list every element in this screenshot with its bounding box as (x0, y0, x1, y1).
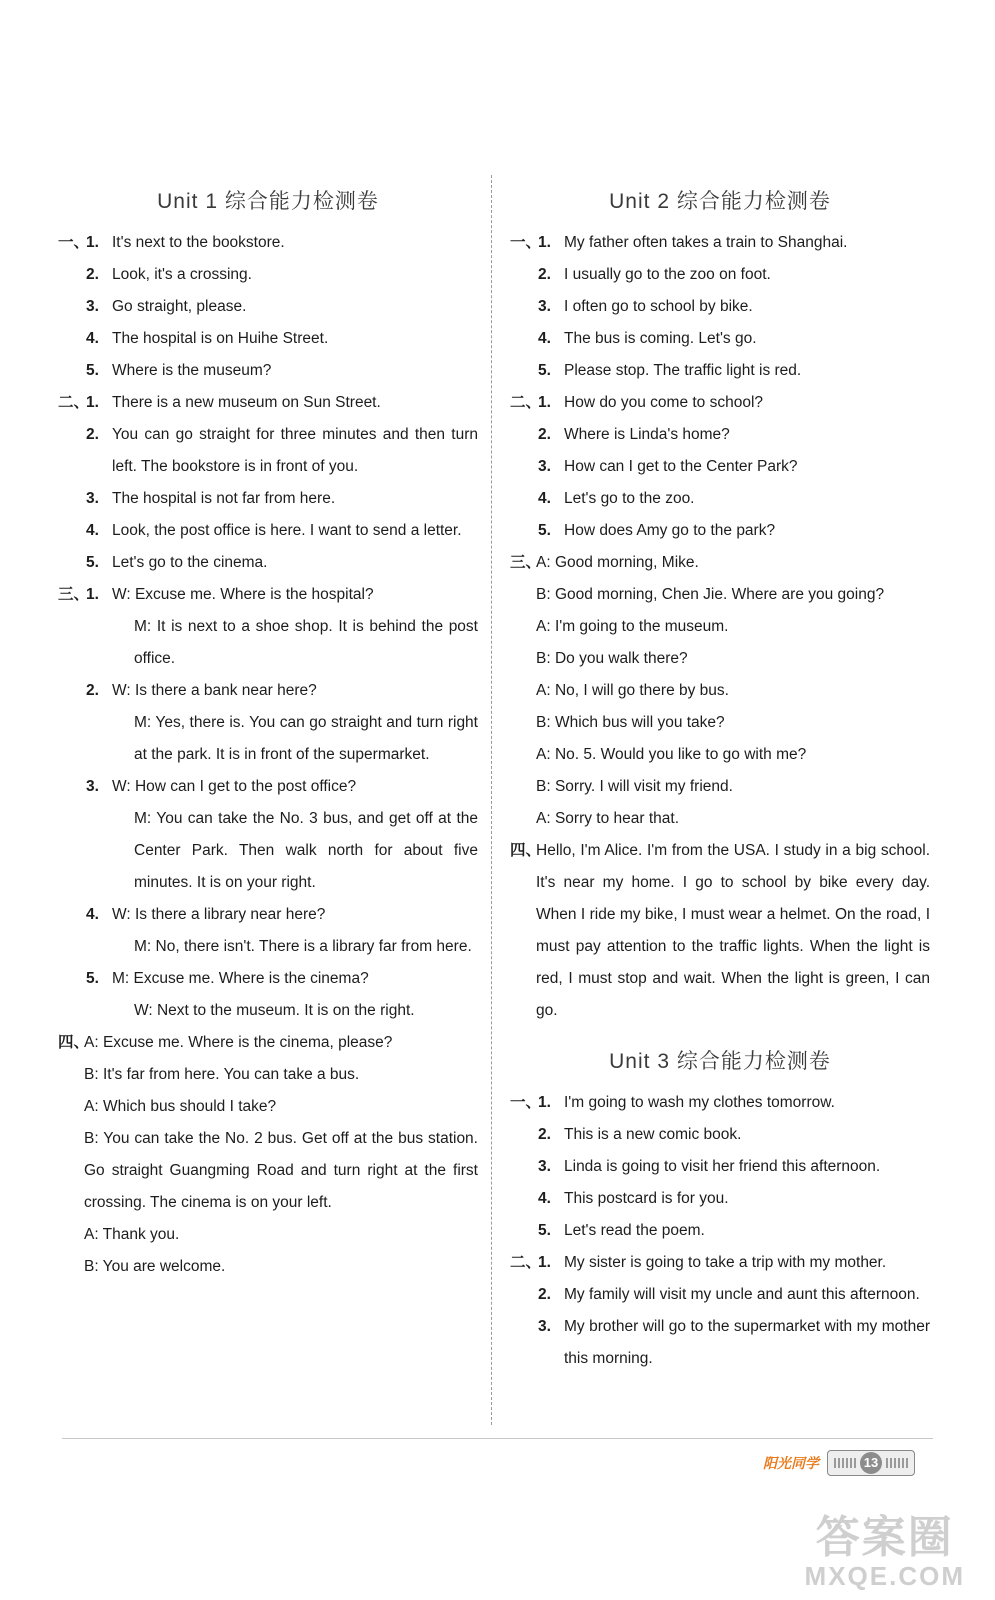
answer-text: Let's go to the cinema. (112, 554, 268, 571)
item-number: 2. (86, 426, 99, 443)
answer-line (58, 515, 478, 547)
page-badge (827, 1450, 915, 1476)
answer-text: B: Do you walk there? (536, 650, 688, 667)
answer-line (58, 995, 478, 1027)
answer-line (510, 771, 930, 803)
item-number: 2. (538, 266, 551, 283)
section-marker: 三、 (58, 586, 90, 603)
answer-text: B: Which bus will you take? (536, 714, 725, 731)
watermark-url: MXQE.COM (804, 1561, 965, 1591)
item-number: 3. (538, 298, 551, 315)
item-number: 3. (86, 298, 99, 315)
item-number: 4. (86, 906, 99, 923)
unit-1-title: Unit 1 综合能力检测卷 (157, 190, 379, 213)
answer-text: This is a new comic book. (564, 1126, 742, 1143)
section-marker: 三、 (510, 554, 542, 571)
answer-line (510, 1247, 930, 1279)
answer-text: There is a new museum on Sun Street. (112, 394, 381, 411)
answer-line (510, 387, 930, 419)
section-marker: 四、 (510, 842, 542, 859)
answer-line (510, 259, 930, 291)
item-number: 5. (538, 1222, 551, 1239)
answer-text: My brother will go to the supermarket with my mother this morning. (564, 1318, 930, 1367)
unit-2-title: Unit 2 综合能力检测卷 (609, 190, 831, 213)
item-number: 3. (538, 458, 551, 475)
item-number: 5. (86, 554, 99, 571)
answer-text: A: No, I will go there by bus. (536, 682, 729, 699)
section-marker: 二、 (510, 1254, 542, 1271)
item-number: 5. (86, 362, 99, 379)
answer-line (510, 1215, 930, 1247)
item-number: 2. (86, 266, 99, 283)
answer-line (510, 803, 930, 835)
answer-text: W: Next to the museum. It is on the right. (134, 1002, 415, 1019)
answer-text: W: Excuse me. Where is the hospital? (112, 586, 374, 603)
answer-line (510, 323, 930, 355)
right-column (510, 185, 930, 1375)
page-number: 13 (860, 1452, 882, 1474)
item-number: 1. (538, 1254, 551, 1271)
answer-text: It's next to the bookstore. (112, 234, 285, 251)
answer-text: My family will visit my uncle and aunt this afternoon. (564, 1286, 920, 1303)
answer-text: B: You can take the No. 2 bus. Get off at the bus station. Go straight Guangming Road and turn right at the first crossing. The cinema is on your left. (84, 1130, 478, 1211)
unit-1-answers (58, 227, 478, 1283)
decor-bar-icon (886, 1458, 908, 1468)
page-footer (763, 1450, 915, 1476)
answer-text: I'm going to wash my clothes tomorrow. (564, 1094, 835, 1111)
answer-text: B: You are welcome. (84, 1258, 226, 1275)
answer-text: Let's go to the zoo. (564, 490, 695, 507)
answer-line (510, 483, 930, 515)
item-number: 1. (86, 394, 99, 411)
answer-text: Look, it's a crossing. (112, 266, 252, 283)
item-number: 1. (538, 234, 551, 251)
item-number: 1. (538, 394, 551, 411)
answer-line (510, 611, 930, 643)
item-number: 2. (538, 426, 551, 443)
item-number: 5. (86, 970, 99, 987)
item-number: 5. (538, 362, 551, 379)
answer-text: The bus is coming. Let's go. (564, 330, 757, 347)
answer-text: W: Is there a library near here? (112, 906, 326, 923)
item-number: 5. (538, 522, 551, 539)
answer-text: I often go to school by bike. (564, 298, 753, 315)
answer-text: How does Amy go to the park? (564, 522, 776, 539)
left-column (58, 185, 478, 1283)
answer-line (58, 547, 478, 579)
item-number: 1. (538, 1094, 551, 1111)
answer-text: B: Good morning, Chen Jie. Where are you going? (536, 586, 885, 603)
answer-line (510, 291, 930, 323)
answer-text: M: You can take the No. 3 bus, and get off at the Center Park. Then walk north for about five minutes. It is on your right. (134, 810, 478, 891)
answer-text: This postcard is for you. (564, 1190, 729, 1207)
item-number: 3. (538, 1318, 551, 1335)
answer-text: A: Sorry to hear that. (536, 810, 680, 827)
answer-line (58, 1091, 478, 1123)
answer-text: Where is the museum? (112, 362, 272, 379)
section-marker: 二、 (58, 394, 90, 411)
answer-text: Please stop. The traffic light is red. (564, 362, 802, 379)
answer-line (510, 1087, 930, 1119)
column-divider (491, 175, 492, 1425)
answer-line (510, 739, 930, 771)
item-number: 1. (86, 586, 99, 603)
answer-text: Linda is going to visit her friend this afternoon. (564, 1158, 881, 1175)
answer-line (58, 963, 478, 995)
answer-line (58, 1251, 478, 1283)
answer-text: Go straight, please. (112, 298, 247, 315)
answer-text: The hospital is on Huihe Street. (112, 330, 329, 347)
answer-text: W: How can I get to the post office? (112, 778, 357, 795)
answer-line (510, 355, 930, 387)
answer-text: A: Which bus should I take? (84, 1098, 277, 1115)
answer-line (58, 227, 478, 259)
answer-line (510, 419, 930, 451)
item-number: 4. (538, 1190, 551, 1207)
answer-line (510, 835, 930, 1027)
answer-text: M: No, there isn't. There is a library far from here. (134, 938, 472, 955)
section-marker: 一、 (510, 234, 542, 251)
answer-line (510, 1119, 930, 1151)
item-number: 2. (538, 1126, 551, 1143)
item-number: 4. (86, 330, 99, 347)
item-number: 2. (538, 1286, 551, 1303)
answer-line (58, 803, 478, 899)
answer-line (510, 643, 930, 675)
answer-line (58, 483, 478, 515)
answer-line (510, 515, 930, 547)
answer-line (58, 419, 478, 483)
answer-line (58, 611, 478, 675)
answer-line (510, 547, 930, 579)
answer-line (58, 1059, 478, 1091)
answer-line (58, 707, 478, 771)
answer-line (510, 675, 930, 707)
answer-text: How can I get to the Center Park? (564, 458, 798, 475)
item-number: 1. (86, 234, 99, 251)
item-number: 2. (86, 682, 99, 699)
item-number: 3. (86, 778, 99, 795)
answer-text: W: Is there a bank near here? (112, 682, 317, 699)
answer-line (58, 931, 478, 963)
watermark (805, 1514, 965, 1590)
answer-line (58, 899, 478, 931)
answer-text: A: No. 5. Would you like to go with me? (536, 746, 807, 763)
decor-bar-icon (834, 1458, 856, 1468)
answer-line (58, 323, 478, 355)
answer-text: Hello, I'm Alice. I'm from the USA. I study in a big school. It's near my home. I go to school by bike every day. When I ride my bike, I must wear a helmet. On the road, I must pay attention to the traffic lights. When the light is red, I must stop and wait. When the light is green, I can go. (536, 842, 930, 1019)
answer-text: M: Excuse me. Where is the cinema? (112, 970, 369, 987)
section-marker: 一、 (58, 234, 90, 251)
answer-text: My father often takes a train to Shanghai. (564, 234, 848, 251)
answer-text: The hospital is not far from here. (112, 490, 336, 507)
watermark-logo: 答案圈 (815, 1513, 954, 1562)
item-number: 4. (538, 490, 551, 507)
answer-line (58, 291, 478, 323)
item-number: 4. (538, 330, 551, 347)
answer-line (58, 675, 478, 707)
section-marker: 一、 (510, 1094, 542, 1111)
answer-line (58, 387, 478, 419)
answer-line (58, 579, 478, 611)
answer-line (58, 259, 478, 291)
answer-line (510, 579, 930, 611)
answer-text: Where is Linda's home? (564, 426, 730, 443)
unit-2-answers (510, 227, 930, 1027)
item-number: 3. (538, 1158, 551, 1175)
answer-text: My sister is going to take a trip with my mother. (564, 1254, 887, 1271)
answer-line (510, 707, 930, 739)
answer-line (58, 1123, 478, 1219)
answer-line (58, 355, 478, 387)
answer-line (510, 1183, 930, 1215)
answer-text: Look, the post office is here. I want to send a letter. (112, 522, 462, 539)
unit-3-answers (510, 1087, 930, 1375)
answer-text: M: Yes, there is. You can go straight and turn right at the park. It is in front of the supermarket. (134, 714, 478, 763)
answer-text: B: It's far from here. You can take a bus. (84, 1066, 360, 1083)
section-marker: 四、 (58, 1034, 90, 1051)
answer-text: B: Sorry. I will visit my friend. (536, 778, 733, 795)
answer-text: A: Good morning, Mike. (536, 554, 699, 571)
answer-line (58, 771, 478, 803)
answer-text: M: It is next to a shoe shop. It is behind the post office. (134, 618, 478, 667)
answer-line (510, 1279, 930, 1311)
answer-line (58, 1027, 478, 1059)
item-number: 4. (86, 522, 99, 539)
answer-line (510, 451, 930, 483)
answer-line (510, 1151, 930, 1183)
answer-text: A: I'm going to the museum. (536, 618, 729, 635)
answer-text: A: Thank you. (84, 1226, 180, 1243)
section-marker: 二、 (510, 394, 542, 411)
answer-line (510, 227, 930, 259)
answer-line (58, 1219, 478, 1251)
answer-text: I usually go to the zoo on foot. (564, 266, 771, 283)
answer-text: A: Excuse me. Where is the cinema, please? (84, 1034, 393, 1051)
answer-text: Let's read the poem. (564, 1222, 705, 1239)
item-number: 3. (86, 490, 99, 507)
answer-text: How do you come to school? (564, 394, 764, 411)
unit-3-title: Unit 3 综合能力检测卷 (609, 1050, 831, 1073)
brand-logo: 阳光同学 (763, 1455, 819, 1471)
answer-text: You can go straight for three minutes and then turn left. The bookstore is in front of you. (112, 426, 478, 475)
bottom-rule (62, 1438, 933, 1439)
answer-line (510, 1311, 930, 1375)
